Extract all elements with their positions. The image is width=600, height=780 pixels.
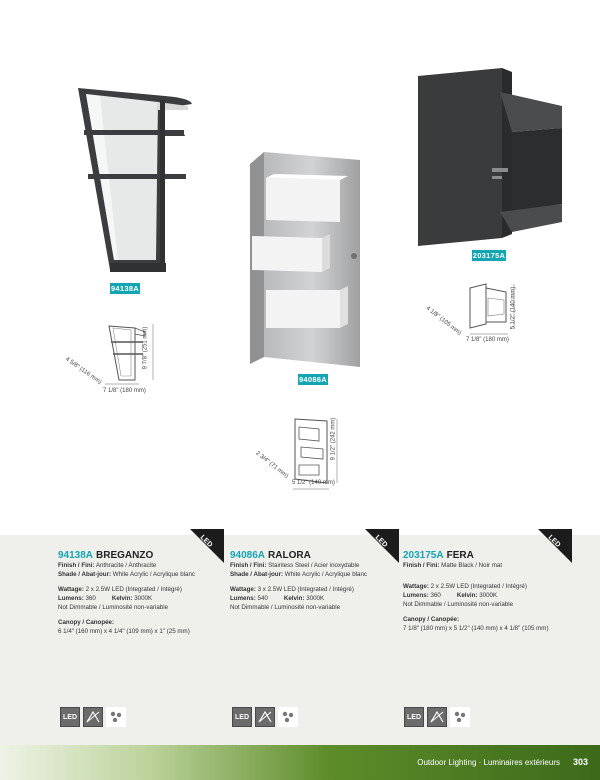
led-icon: LED	[60, 707, 80, 727]
product-title: 94086A RALORA	[230, 550, 311, 561]
wet-location-icon	[278, 707, 298, 727]
sku-tag-fera: 203175A	[472, 251, 506, 260]
led-icon: LED	[232, 707, 252, 727]
led-icon: LED	[404, 707, 424, 727]
led-corner-badge-fera: LED	[538, 529, 572, 563]
led-corner-badge-ralora: LED	[365, 529, 399, 563]
feature-icons-breganzo	[60, 707, 126, 727]
product-title: 203175A FERA	[403, 550, 474, 561]
product-title: 94138A BREGANZO	[58, 550, 154, 561]
led-corner-badge-breganzo: LED	[190, 529, 224, 563]
page-number: 303	[572, 757, 588, 767]
wet-location-icon	[106, 707, 126, 727]
breganzo-lamp-image	[70, 80, 200, 280]
feature-icons-ralora	[232, 707, 298, 727]
spec-column-fera: 203175A FERA Finish / Fini: Matte Black / Noir mat Wattage: 2 x 2.5W LED (Integrated / Intégré) Lumens: 360 Kelvin: 3000K Not Dimmable / Luminosité non-variable Canopy / Canopée: 7 1/8" (180 mm) x 5 1/2" (140 mm) x 4 1/8" (105 mm)	[403, 548, 575, 633]
light-direction-icon	[83, 707, 103, 727]
ralora-height-dim: 9 1/2" (242 mm)	[330, 417, 337, 461]
spec-column-breganzo: 94138A BREGANZO Finish / Fini: Anthracite / Anthracite Shade / Abat-jour: White Acrylic / Acrylique blanc Wattage: 2 x 2.5W LED (Integrated / Intégré) Lumens: 360 Kelvin: 3000K Not Dimmable / Luminosité non-variable Canopy / Canopée: 6 1/4" (160 mm) x 4 1/4" (109 mm) x 1" (25 mm)	[58, 548, 230, 636]
fera-height-dim: 5 1/2" (140 mm)	[510, 286, 517, 330]
fera-depth-dim: 4 1/8" (105 mm)	[424, 305, 463, 337]
feature-icons-fera	[404, 707, 470, 727]
breganzo-depth-dim: 4 5/8" (116 mm)	[64, 356, 103, 386]
footer-section-title: Outdoor Lighting · Luminaires extérieurs	[417, 758, 560, 767]
fera-lamp-image	[412, 62, 572, 252]
page-footer	[0, 745, 600, 780]
light-direction-icon	[427, 707, 447, 727]
sku-tag-ralora: 94086A	[298, 375, 328, 384]
fera-width-dim: 7 1/8" (180 mm)	[466, 337, 509, 343]
spec-column-ralora: 94086A RALORA Finish / Fini: Stainless Steel / Acier inoxydable Shade / Abat-jour: White Acrylic / Acrylique blanc Wattage: 3 x 2.5W LED (Integrated / Intégré) Lumens: 540 Kelvin: 3000K Not Dimmable / Luminosité non-variable	[230, 548, 402, 612]
ralora-lamp-image	[250, 152, 370, 372]
breganzo-height-dim: 9 7/8" (251 mm)	[142, 326, 149, 370]
ralora-depth-dim: 2 3/4" (71 mm)	[254, 450, 290, 480]
sku-tag-breganzo: 94138A	[110, 284, 140, 293]
ralora-width-dim: 5 1/2" (140 mm)	[292, 480, 335, 486]
wet-location-icon	[450, 707, 470, 727]
light-direction-icon	[255, 707, 275, 727]
breganzo-dimension-drawing	[95, 318, 165, 388]
breganzo-width-dim: 7 1/8" (180 mm)	[103, 388, 146, 394]
